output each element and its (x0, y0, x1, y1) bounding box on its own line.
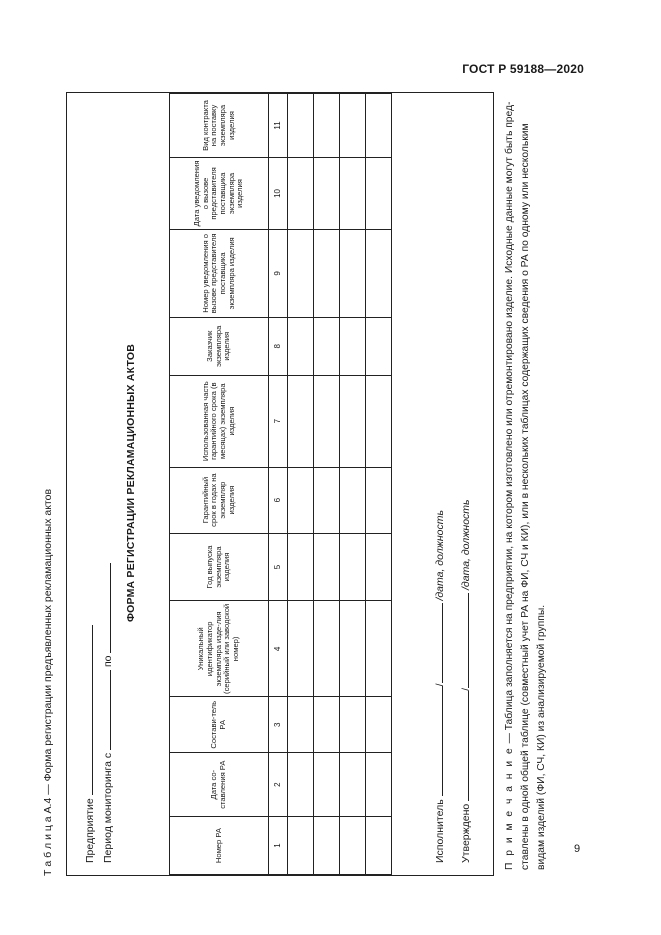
approved-label: Утверждено (460, 803, 472, 863)
executor-field: Исполнитель / /дата, должность (434, 510, 446, 863)
empty-row (366, 94, 392, 875)
period-to-line (101, 563, 111, 653)
header-cell: Гарантийный срок в годах на экземпляр изделия (170, 467, 269, 533)
empty-row (340, 94, 366, 875)
rotated-table-page (40, 56, 640, 876)
executor-line-1 (433, 686, 443, 796)
header-cell: Вид контракта на поставку экземпляра изделия (170, 94, 269, 158)
form-frame (66, 92, 494, 876)
standard-header: ГОСТ Р 59188—2020 (462, 62, 584, 76)
column-number: 7 (269, 375, 288, 467)
header-cell: Заказчик экземпляра изделия (170, 317, 269, 375)
period-field (101, 563, 114, 863)
table-note (502, 100, 550, 870)
approved-field: Утверждено / /дата, должность (460, 499, 472, 863)
table-caption: Т а б л и ц а А.4 — Форма регистрации предъявленных рекламационных актов (42, 488, 54, 876)
page-number: 9 (574, 843, 581, 855)
empty-row (314, 94, 340, 875)
header-cell: Год выпуска экземпляра изделия (170, 533, 269, 601)
column-number: 5 (269, 533, 288, 601)
note-prefix: П р и м е ч а н и е (504, 746, 515, 870)
column-number: 8 (269, 317, 288, 375)
executor-line-2 (433, 603, 443, 683)
header-row (170, 94, 269, 875)
column-number: 1 (269, 817, 288, 875)
column-number: 11 (269, 94, 288, 158)
approved-suffix: /дата, должность (460, 499, 472, 590)
empty-row (288, 94, 314, 875)
claims-table (169, 93, 392, 875)
header-cell: Состави-тель РА (170, 697, 269, 753)
header-cell: Дата со-ставления РА (170, 753, 269, 817)
enterprise-label: Предприятие (84, 798, 96, 863)
column-number: 10 (269, 157, 288, 229)
period-label: Период мониторинга с (102, 752, 114, 863)
column-number: 6 (269, 467, 288, 533)
form-title: ФОРМА РЕГИСТРАЦИИ РЕКЛАМАЦИОННЫХ АКТОВ (125, 343, 137, 623)
approved-line-1 (459, 691, 469, 801)
approved-line-2 (459, 593, 469, 688)
note-text: — Таблица заполняется на предприятии, на котором изготовлено или отремонтировано изделие. Исходные данные могут быть пред-ставлены в одной общей таблице (совместный учет РА на ФИ, СЧ и КИ), или в нескольких таблицах содержащих сведения о РА по одному или нескольким видам изделий (ФИ, СЧ, КИ) из анализируемой группы. (504, 101, 547, 870)
executor-suffix: /дата, должность (434, 510, 446, 601)
header-cell: Номер уведомления о вызове представителя поставщика экземпляра изделия (170, 229, 269, 317)
executor-label: Исполнитель (434, 799, 446, 863)
period-to-label: по (102, 655, 114, 668)
header-cell: Использованная часть гарантийного срока (в месяцах) экземпляра изделия (170, 375, 269, 467)
enterprise-line (83, 625, 93, 795)
enterprise-field (83, 625, 96, 863)
column-number: 2 (269, 753, 288, 817)
header-cell: Номер РА (170, 817, 269, 875)
column-number: 4 (269, 601, 288, 697)
header-cell: Дата уведомления о вызове представителя поставщика экземпляра изделия (170, 157, 269, 229)
column-number: 9 (269, 229, 288, 317)
period-from-line (101, 670, 111, 750)
header-cell: Уникальный идентификатор экземпляра изде-лия (серийный или заводской номер) (170, 601, 269, 697)
column-number-row (269, 94, 288, 875)
column-number: 3 (269, 697, 288, 753)
